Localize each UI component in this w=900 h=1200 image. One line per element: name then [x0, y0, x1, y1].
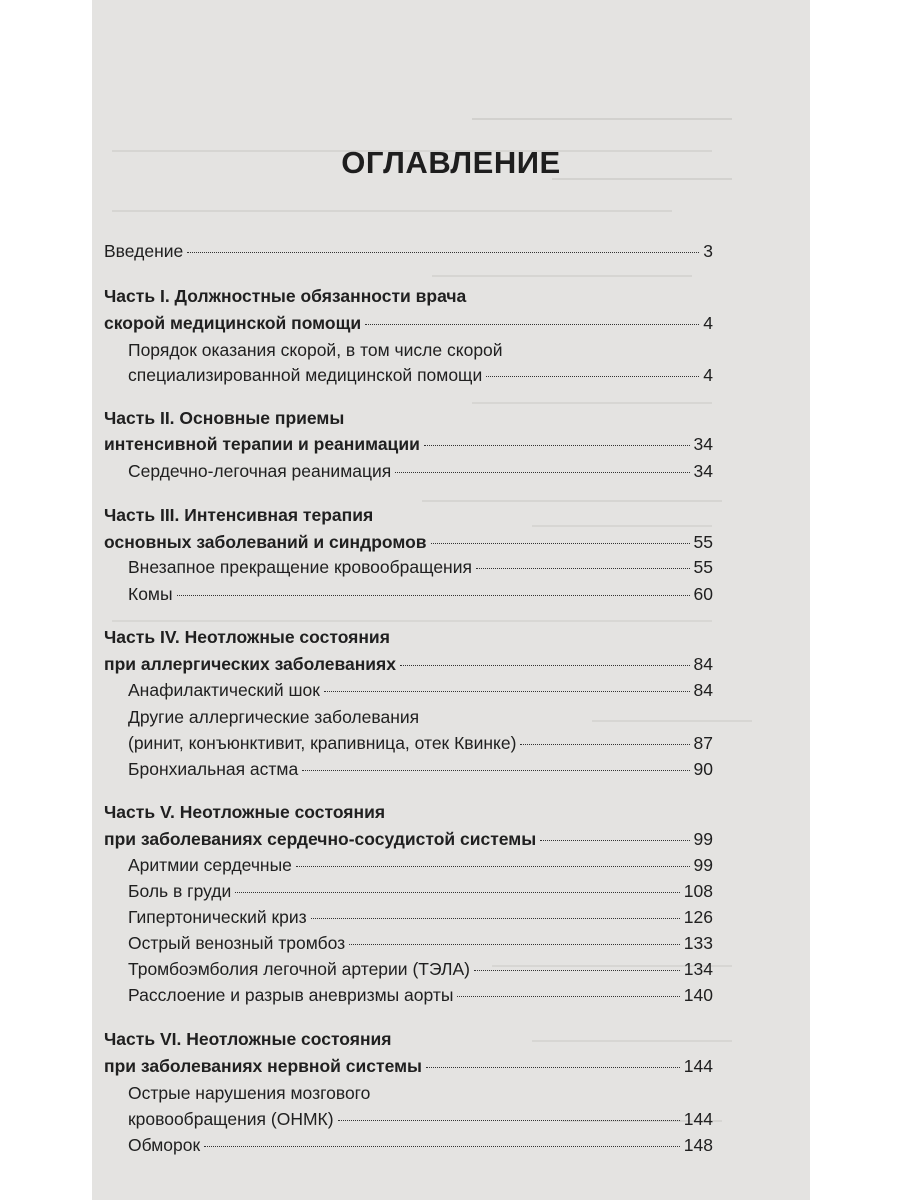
dot-leader: [338, 1120, 680, 1121]
dot-leader: [476, 568, 690, 569]
toc-part-5: при заболеваниях сердечно-сосудистой системы 99: [104, 829, 713, 849]
dot-leader: [474, 970, 680, 971]
toc-part-3-line1: Часть III. Интенсивная терапия: [104, 505, 374, 525]
toc-entry: кровообращения (ОНМК) 144: [128, 1109, 713, 1129]
page-title: ОГЛАВЛЕНИЕ: [341, 145, 561, 180]
toc-entry-line1: Острые нарушения мозгового: [128, 1083, 371, 1103]
toc-part-1: скорой медицинской помощи 4: [104, 313, 713, 333]
toc-entry: Острый венозный тромбоз 133: [128, 933, 713, 953]
toc-entry: Анафилактический шок 84: [128, 680, 713, 700]
toc-entry: специализированной медицинской помощи 4: [128, 365, 713, 385]
toc-part-3: основных заболеваний и синдромов 55: [104, 532, 713, 552]
dot-leader: [349, 944, 680, 945]
dot-leader: [540, 840, 689, 841]
toc-entry: Бронхиальная астма 90: [128, 759, 713, 779]
toc-part-2-line1: Часть II. Основные приемы: [104, 408, 345, 428]
dot-leader: [187, 252, 699, 253]
toc-entry: Сердечно-легочная реанимация 34: [128, 461, 713, 481]
toc-part-2: интенсивной терапии и реанимации 34: [104, 434, 713, 454]
dot-leader: [457, 996, 679, 997]
toc-entry: Аритмии сердечные 99: [128, 855, 713, 875]
toc-entry-intro: Введение 3: [104, 241, 713, 261]
toc-part-6: при заболеваниях нервной системы 144: [104, 1056, 713, 1076]
toc-part-4: при аллергических заболеваниях 84: [104, 654, 713, 674]
dot-leader: [204, 1146, 680, 1147]
toc-part-5-line1: Часть V. Неотложные состояния: [104, 802, 386, 822]
toc-entry-line1: Порядок оказания скорой, в том числе скорой: [128, 340, 503, 360]
toc-entry: Расслоение и разрыв аневризмы аорты 140: [128, 985, 713, 1005]
dot-leader: [235, 892, 680, 893]
toc-entry: Внезапное прекращение кровообращения 55: [128, 557, 713, 577]
toc-part-4-line1: Часть IV. Неотложные состояния: [104, 627, 390, 647]
dot-leader: [400, 665, 690, 666]
dot-leader: [296, 866, 690, 867]
toc-entry: (ринит, конъюнктивит, крапивница, отек Квинке) 87: [128, 733, 713, 753]
dot-leader: [395, 472, 689, 473]
toc-part-6-line1: Часть VI. Неотложные состояния: [104, 1029, 392, 1049]
toc-entry: Комы 60: [128, 584, 713, 604]
dot-leader: [177, 595, 690, 596]
dot-leader: [365, 324, 699, 325]
dot-leader: [486, 376, 699, 377]
toc-entry: Боль в груди 108: [128, 881, 713, 901]
dot-leader: [424, 445, 690, 446]
toc-entry: Гипертонический криз 126: [128, 907, 713, 927]
dot-leader: [426, 1067, 680, 1068]
book-page: [92, 0, 810, 1200]
toc-entry-line1: Другие аллергические заболевания: [128, 707, 420, 727]
dot-leader: [302, 770, 689, 771]
toc-entry: Тромбоэмболия легочной артерии (ТЭЛА) 134: [128, 959, 713, 979]
dot-leader: [520, 744, 689, 745]
toc-part-1-line1: Часть I. Должностные обязанности врача: [104, 286, 467, 306]
toc-entry: Обморок 148: [128, 1135, 713, 1155]
dot-leader: [324, 691, 690, 692]
dot-leader: [311, 918, 680, 919]
dot-leader: [431, 543, 690, 544]
table-of-contents: [92, 0, 810, 1200]
